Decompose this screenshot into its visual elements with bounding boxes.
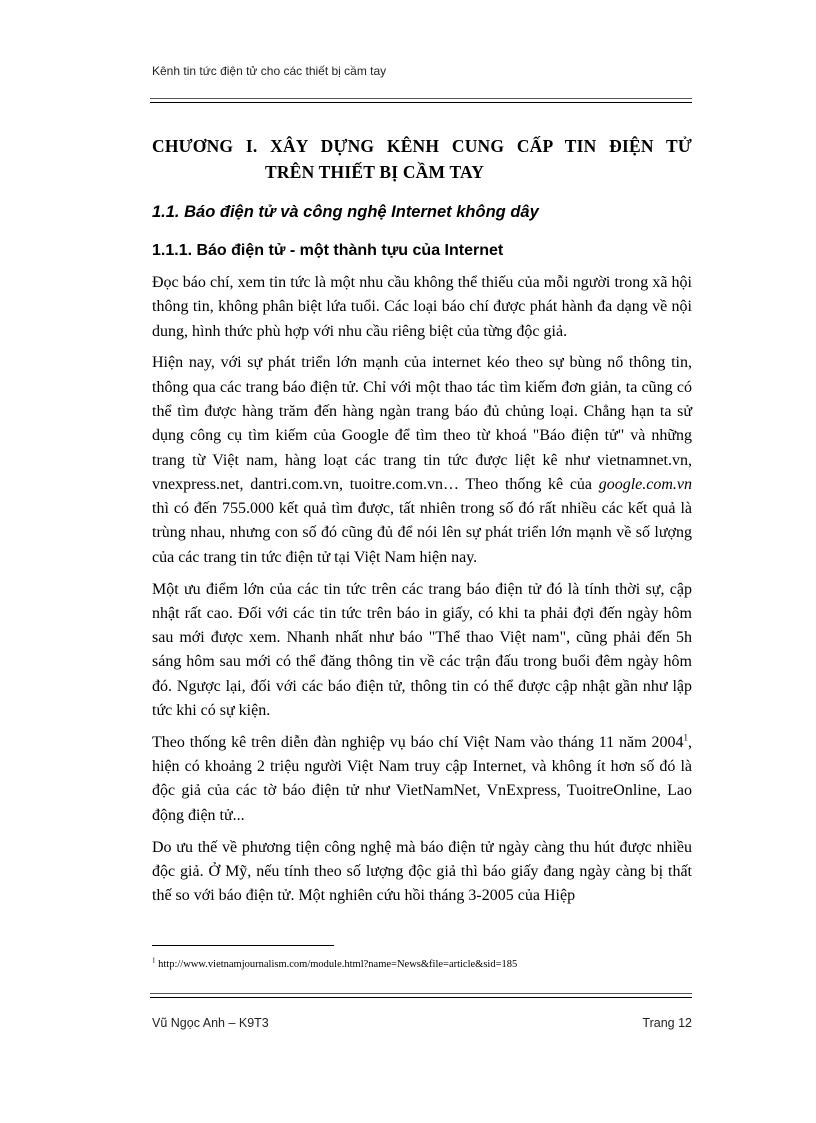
paragraph-2-part-b: thì có đến 755.000 kết quả tìm được, tất nhiên trong số đó rất nhiều các kết quả là trùng nhau, nhưng con số đó cũng đủ để nói lên sự phát triển lớn mạnh về số lượng của các trang tin tức điện tử tại Việt Nam hiện nay. (152, 500, 692, 566)
paragraph-1: Đọc báo chí, xem tin tức là một nhu cầu không thể thiếu của mỗi người trong xã hội thông tin, không phân biệt lứa tuổi. Các loại báo chí được phát hành đa dạng về nội dung, hình thức phù hợp với nhu cầu riêng biệt của từng độc giả. (152, 274, 692, 340)
chapter-title (152, 133, 692, 185)
footer-page-number: Trang 12 (642, 1016, 692, 1030)
body-text (152, 271, 692, 916)
paragraph-2 (152, 351, 692, 570)
footnote (152, 956, 692, 970)
paragraph-4 (152, 731, 692, 828)
header-divider (150, 98, 692, 99)
paragraph-5: Do ưu thế về phương tiện công nghệ mà báo điện tử ngày càng thu hút được nhiều độc giả. Ở Mỹ, nếu tính theo số lượng độc giả thì báo giấy đang ngày càng bị thất thế so với báo điện tử. Một nghiên cứu hồi tháng 3-2005 của Hiệp (152, 838, 692, 905)
paragraph-2-part-a: Hiện nay, với sự phát triển lớn mạnh của internet kéo theo sự bùng nổ thông tin, thông qua các trang báo điện tử. Chỉ với một thao tác tìm kiếm đơn giản, ta cũng có thể tìm được hàng trăm đến hàng ngàn trang báo đủ chủng loại. Chẳng hạn ta sử dụng công cụ tìm kiếm của Google để tìm theo từ khoá "Báo điện tử" và những trang từ Việt nam, hàng loạt các trang tin tức được liệt kê như vietnamnet.vn, vnexpress.net, dantri.com.vn, tuoitre.com.vn… Theo thống kê của (152, 354, 692, 493)
footnote-reference[interactable]: 1 (683, 732, 688, 743)
footnote-separator (152, 945, 334, 946)
paragraph-4-part-a: Theo thống kê trên diễn đàn nghiệp vụ báo chí Việt Nam vào tháng 11 năm 2004 (152, 733, 684, 751)
running-header: Kênh tin tức điện tử cho các thiết bị cầm tay (152, 64, 387, 78)
paragraph-3: Một ưu điểm lớn của các tin tức trên các trang báo điện tử đó là tính thời sự, cập nhật rất cao. Đối với các tin tức trên báo in giấy, có khi ta phải đợi đến ngày hôm sau mới được xem. Nhanh nhất như báo "Thể thao Việt nam", cũng phải đến 5h sáng hôm sau mới có thể đăng thông tin về các trận đấu trong buổi đêm ngày hôm đó. Ngược lại, đối với các báo điện tử, thông tin có thể được cập nhật gần như lập tức khi có sự kiện. (152, 580, 692, 720)
subsection-heading: 1.1.1. Báo điện tử - một thành tựu của Internet (152, 242, 504, 259)
google-link-text: google.com.vn (598, 475, 693, 493)
footer-author: Vũ Ngọc Anh – K9T3 (152, 1016, 269, 1030)
footer-divider (150, 993, 692, 994)
chapter-title-line1: CHƯƠNG I. XÂY DỰNG KÊNH CUNG CẤP TIN ĐIỆN TỬ (152, 136, 692, 156)
section-heading: 1.1. Báo điện tử và công nghệ Internet không dây (152, 203, 539, 221)
chapter-title-line2: TRÊN THIẾT BỊ CẦM TAY (265, 162, 485, 182)
paragraph-4-part-b: , hiện có khoảng 2 triệu người Việt Nam truy cập Internet, và không ít hơn số đó là độc giả của các tờ báo điện tử như VietNamNet, VnExpress, TuoitreOnline, Lao động điện tử... (152, 733, 692, 824)
footnote-url[interactable]: http://www.vietnamjournalism.com/module.html?name=News&file=article&sid=185 (158, 959, 518, 970)
footnote-marker: 1 (152, 956, 156, 965)
